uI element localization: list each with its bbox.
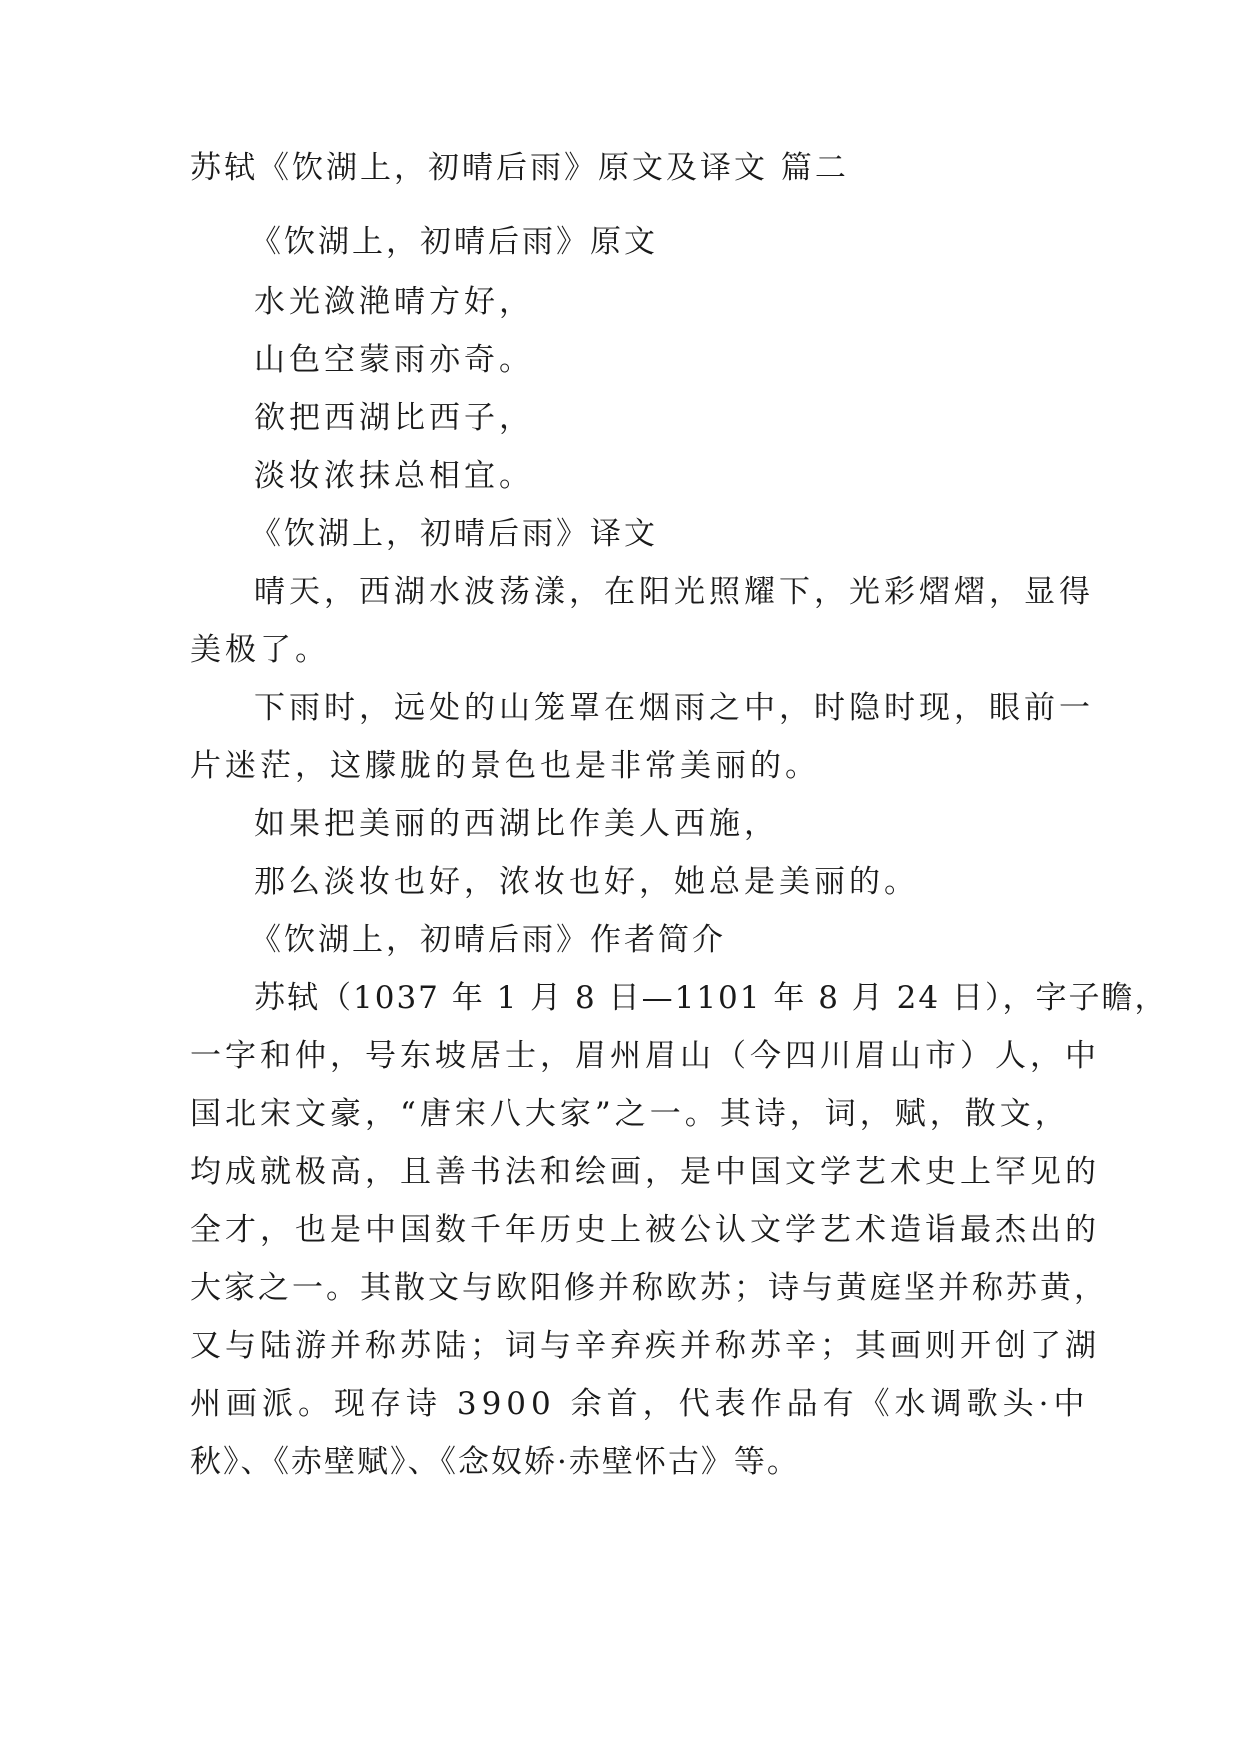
author-bio-line: 均成就极高，且善书法和绘画，是中国文学艺术史上罕见的	[190, 1154, 1100, 1190]
translation-line: 美极了。	[190, 632, 330, 668]
author-heading: 《饮湖上，初晴后雨》作者简介	[250, 922, 726, 958]
translation-line: 晴天，西湖水波荡漾，在阳光照耀下，光彩熠熠，显得	[254, 574, 1094, 610]
translation-line: 那么淡妆也好，浓妆也好，她总是美丽的。	[254, 864, 919, 900]
poem-line: 淡妆浓抹总相宜。	[254, 458, 534, 494]
poem-line: 欲把西湖比西子，	[254, 400, 534, 436]
original-heading: 《饮湖上，初晴后雨》原文	[250, 224, 658, 260]
author-bio-line: 国北宋文豪，“唐宋八大家”之一。其诗，词，赋，散文，	[190, 1096, 1070, 1132]
poem-line: 水光潋滟晴方好，	[254, 284, 534, 320]
translation-line: 片迷茫，这朦胧的景色也是非常美丽的。	[190, 748, 820, 784]
author-bio-line: 大家之一。其散文与欧阳修并称欧苏；诗与黄庭坚并称苏黄，	[190, 1270, 1108, 1306]
author-bio-line: 一字和仲，号东坡居士，眉州眉山（今四川眉山市）人，中	[190, 1038, 1100, 1074]
translation-line: 下雨时，远处的山笼罩在烟雨之中，时隐时现，眼前一	[254, 690, 1094, 726]
translation-heading: 《饮湖上，初晴后雨》译文	[250, 516, 658, 552]
document-title: 苏轼《饮湖上，初晴后雨》原文及译文 篇二	[190, 150, 849, 186]
author-bio-line: 又与陆游并称苏陆；词与辛弃疾并称苏辛；其画则开创了湖	[190, 1328, 1100, 1364]
poem-line: 山色空蒙雨亦奇。	[254, 342, 534, 378]
author-bio-line: 全才，也是中国数千年历史上被公认文学艺术造诣最杰出的	[190, 1212, 1100, 1248]
author-bio-line: 苏轼（1037 年 1 月 8 日—1101 年 8 月 24 日），字子瞻，	[254, 980, 1168, 1016]
author-bio-line: 州画派。现存诗 3900 余首，代表作品有《水调歌头·中	[190, 1386, 1090, 1422]
author-bio-line: 秋》、《赤壁赋》、《念奴娇·赤壁怀古》等。	[190, 1444, 800, 1480]
translation-line: 如果把美丽的西湖比作美人西施，	[254, 806, 779, 842]
